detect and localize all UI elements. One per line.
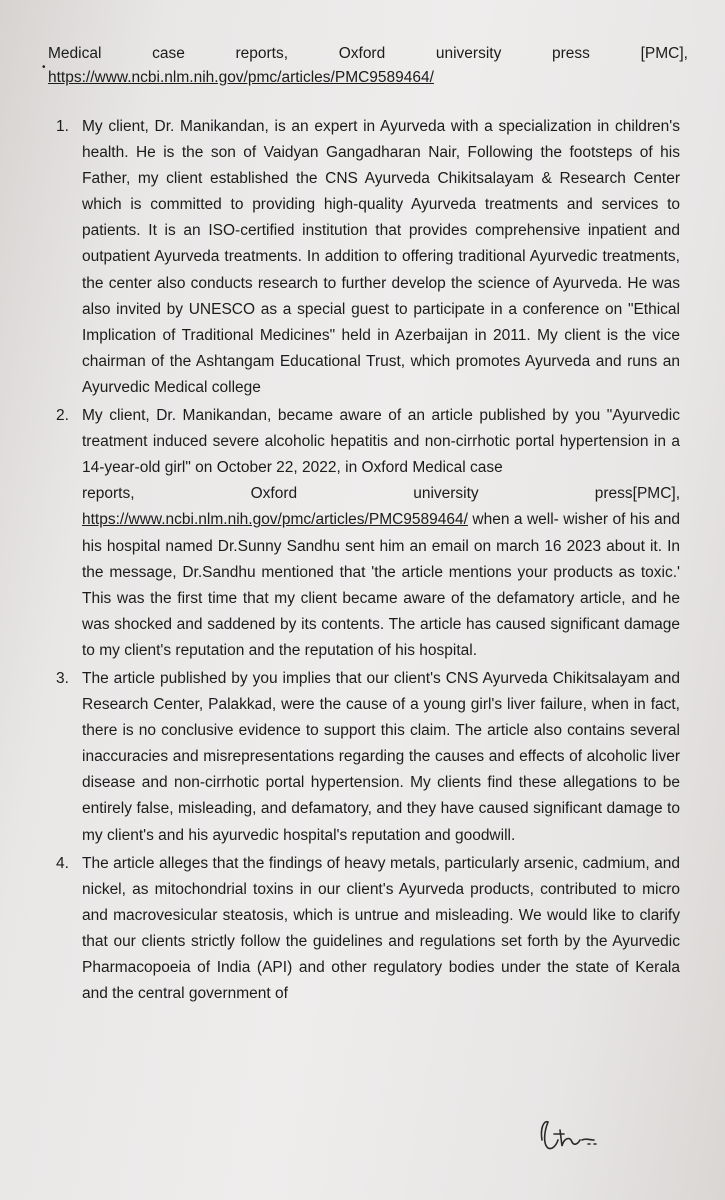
numbered-list <box>56 114 680 1009</box>
item-text: The article published by you implies that our client's CNS Ayurveda Chikitsalayam and Research Center, Palakkad, were the cause of a young girl's liver failure, when in fact, there is no conclusive evidence to support this claim. The article also contains several inaccuracies and misrepresentations regarding the causes and effects of alcoholic liver disease and non-cirrhotic portal hypertension. My clients find these allegations to be entirely false, misleading, and defamatory, and they have caused significant damage to my client's and his ayurvedic hospital's reputation and goodwill. <box>82 669 680 844</box>
item-text: My client, Dr. Manikandan, became aware of an article published by you "Ayurvedic treatment induced severe alcoholic hepatitis and non-cirrhotic portal hypertension in a 14-year-old girl" on October 22, 2022, in Oxford Medical case <box>82 407 680 477</box>
article-url-link[interactable]: https://www.ncbi.nlm.nih.gov/pmc/articles/PMC9589464/ <box>48 69 434 86</box>
ref-word: [PMC], <box>640 45 688 62</box>
ref-word: university <box>435 45 502 62</box>
item-number: 2. <box>56 407 69 425</box>
reference-line <box>82 481 680 507</box>
reference-header <box>42 42 688 90</box>
bullet-marker: • <box>42 62 46 73</box>
reference-line <box>48 42 688 66</box>
ref-word: case <box>152 45 185 62</box>
item-number: 3. <box>56 669 69 687</box>
list-item <box>56 114 680 401</box>
handwritten-signature <box>534 1110 604 1160</box>
item-number: 4. <box>56 854 69 872</box>
item-text: when a well- wisher of his and his hospital named Dr.Sunny Sandhu sent him an email on march 16 2023 about it. In the message, Dr.Sandhu mentioned that 'the article mentions your products as toxic.' This was the first time that my client became aware of the defamatory article, and he was shocked and saddened by its contents. The article has caused significant damage to my client's reputation and the reputation of his hospital. <box>82 511 680 659</box>
item-text: The article alleges that the findings of heavy metals, particularly arsenic, cadmium, and nickel, as mitochondrial toxins in our client's Ayurveda products, contributed to micro and macrovesicular steatosis, which is untrue and misleading. We would like to clarify that our clients strictly follow the guidelines and regulations set forth by the Ayurvedic Pharmacopoeia of India (API) and other regulatory bodies under the state of Kerala and the central government of <box>82 854 680 1003</box>
ref-word: Oxford <box>250 485 298 503</box>
list-item <box>56 666 680 849</box>
ref-word: Oxford <box>338 45 386 62</box>
ref-word: Medical <box>48 45 102 62</box>
article-url-link[interactable]: https://www.ncbi.nlm.nih.gov/pmc/articles/PMC9589464/ <box>82 511 468 529</box>
ref-word: press[PMC], <box>594 485 680 503</box>
ref-word: reports, <box>82 485 135 503</box>
list-item <box>56 851 680 1008</box>
item-number: 1. <box>56 118 69 135</box>
ref-word: press <box>552 45 590 62</box>
list-item <box>56 403 680 664</box>
ref-word: reports, <box>235 45 289 62</box>
item-text: My client, Dr. Manikandan, is an expert in Ayurveda with a specialization in children's health. He is the son of Vaidyan Gangadharan Nair, Following the footsteps of his Father, my client established the CNS Ayurveda Chikitsalayam & Research Center which is committed to providing high-quality Ayurveda treatments and services to patients. It is an ISO-certified institution that provides comprehensive inpatient and outpatient Ayurveda treatments. In addition to offering traditional Ayurvedic treatments, the center also conducts research to further develop the science of Ayurveda. He was also invited by UNESCO as a special guest to participate in a conference on "Ethical Implication of Traditional Medicines" held in Azerbaijan in 2011. My client is the vice chairman of the Ashtangam Educational Trust, which promotes Ayurveda and runs an Ayurvedic Medical college <box>82 118 680 396</box>
ref-word: university <box>413 485 479 503</box>
